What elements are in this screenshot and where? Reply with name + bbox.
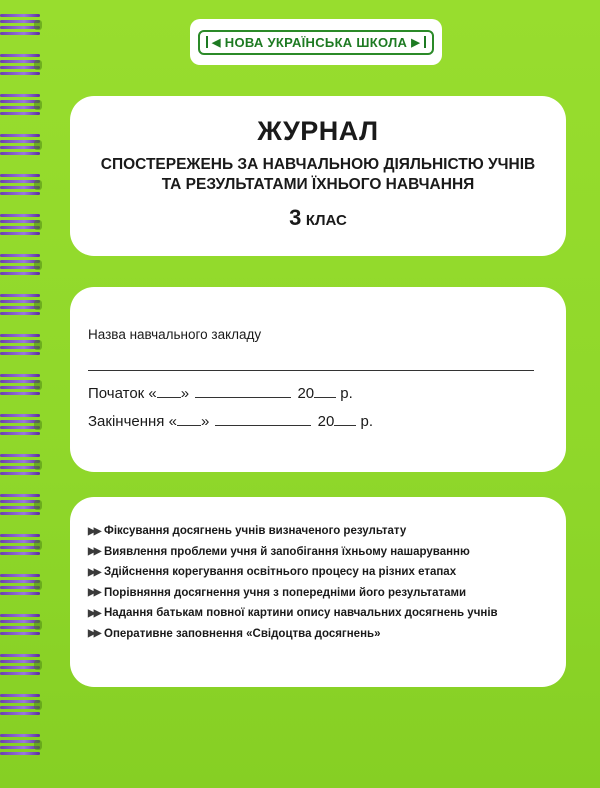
- brand-left-bar-icon: [206, 36, 208, 48]
- start-day-blank[interactable]: [157, 397, 181, 398]
- start-year-label: 20: [297, 385, 315, 402]
- spiral-coil: [0, 694, 42, 718]
- subtitle-line-1: СПОСТЕРЕЖЕНЬ ЗА НАВЧАЛЬНОЮ ДІЯЛЬНІСТЮ УЧНІВ: [100, 156, 536, 173]
- feature-item: [88, 624, 498, 645]
- brand-name: НОВА УКРАЇНСЬКА ШКОЛА: [224, 34, 408, 50]
- end-label: Закінчення «: [88, 413, 177, 430]
- spiral-coil: [0, 494, 42, 518]
- grade-number: 3: [289, 205, 302, 230]
- spiral-coil: [0, 94, 42, 118]
- institution-line[interactable]: [88, 370, 534, 371]
- start-quote: »: [180, 385, 190, 402]
- grade-label: [70, 205, 566, 231]
- feature-item: [88, 521, 498, 542]
- feature-item: [88, 562, 498, 583]
- spiral-coil: [0, 574, 42, 598]
- feature-item: [88, 603, 498, 624]
- double-arrow-icon: ▶▶: [88, 546, 100, 558]
- end-year-label: 20: [317, 413, 335, 430]
- brand-left-arrow-icon: ◀: [212, 36, 221, 49]
- start-year-blank[interactable]: [314, 397, 336, 398]
- end-year-blank[interactable]: [334, 425, 356, 426]
- end-day-blank[interactable]: [177, 425, 201, 426]
- spiral-binding: [0, 0, 48, 788]
- spiral-coil: [0, 654, 42, 678]
- start-suffix: р.: [340, 385, 353, 402]
- feature-text: Надання батькам повної картини опису навчальних досягнень учнів: [104, 607, 498, 620]
- end-quote: »: [200, 413, 210, 430]
- journal-subtitle: [70, 155, 566, 195]
- spiral-coil: [0, 374, 42, 398]
- spiral-coil: [0, 14, 42, 38]
- start-date-row: [88, 385, 353, 402]
- subtitle-line-2: ТА РЕЗУЛЬТАТАМИ ЇХНЬОГО НАВЧАННЯ: [161, 176, 475, 193]
- journal-title: ЖУРНАЛ: [257, 116, 379, 146]
- features-panel: [70, 497, 566, 687]
- double-arrow-icon: ▶▶: [88, 566, 100, 578]
- features-list: [88, 521, 498, 644]
- start-label: Початок «: [88, 385, 157, 402]
- spiral-coil: [0, 614, 42, 638]
- details-panel: [70, 287, 566, 472]
- spiral-coil: [0, 734, 42, 758]
- spiral-coil: [0, 334, 42, 358]
- brand-right-arrow-icon: ▶: [411, 36, 420, 49]
- feature-text: Фіксування досягнень учнів визначеного результату: [104, 525, 407, 538]
- brand-badge: [190, 19, 442, 65]
- spiral-coil: [0, 134, 42, 158]
- feature-item: [88, 583, 498, 604]
- feature-text: Оперативне заповнення «Свідоцтва досягнень»: [104, 627, 381, 640]
- spiral-coil: [0, 54, 42, 78]
- double-arrow-icon: ▶▶: [88, 525, 100, 537]
- end-month-blank[interactable]: [215, 425, 311, 426]
- spiral-coil: [0, 534, 42, 558]
- double-arrow-icon: ▶▶: [88, 587, 100, 599]
- institution-label: Назва навчального закладу: [88, 327, 262, 342]
- brand-frame: [198, 30, 434, 55]
- double-arrow-icon: ▶▶: [88, 628, 100, 640]
- spiral-coil: [0, 454, 42, 478]
- grade-word: КЛАС: [305, 212, 347, 229]
- spiral-coil: [0, 414, 42, 438]
- feature-text: Здійснення корегування освітнього процесу на різних етапах: [104, 566, 457, 579]
- end-suffix: р.: [360, 413, 374, 430]
- spiral-coil: [0, 174, 42, 198]
- start-month-blank[interactable]: [195, 397, 291, 398]
- double-arrow-icon: ▶▶: [88, 607, 100, 619]
- title-panel: [70, 96, 566, 256]
- spiral-coil: [0, 214, 42, 238]
- feature-text: Виявлення проблеми учня й запобігання їхньому нашаруванню: [104, 545, 470, 558]
- spiral-coil: [0, 294, 42, 318]
- feature-text: Порівняння досягнення учня з попередніми його результатами: [104, 586, 467, 599]
- brand-right-bar-icon: [424, 36, 426, 48]
- end-date-row: [88, 413, 373, 430]
- spiral-coil: [0, 254, 42, 278]
- feature-item: [88, 542, 498, 563]
